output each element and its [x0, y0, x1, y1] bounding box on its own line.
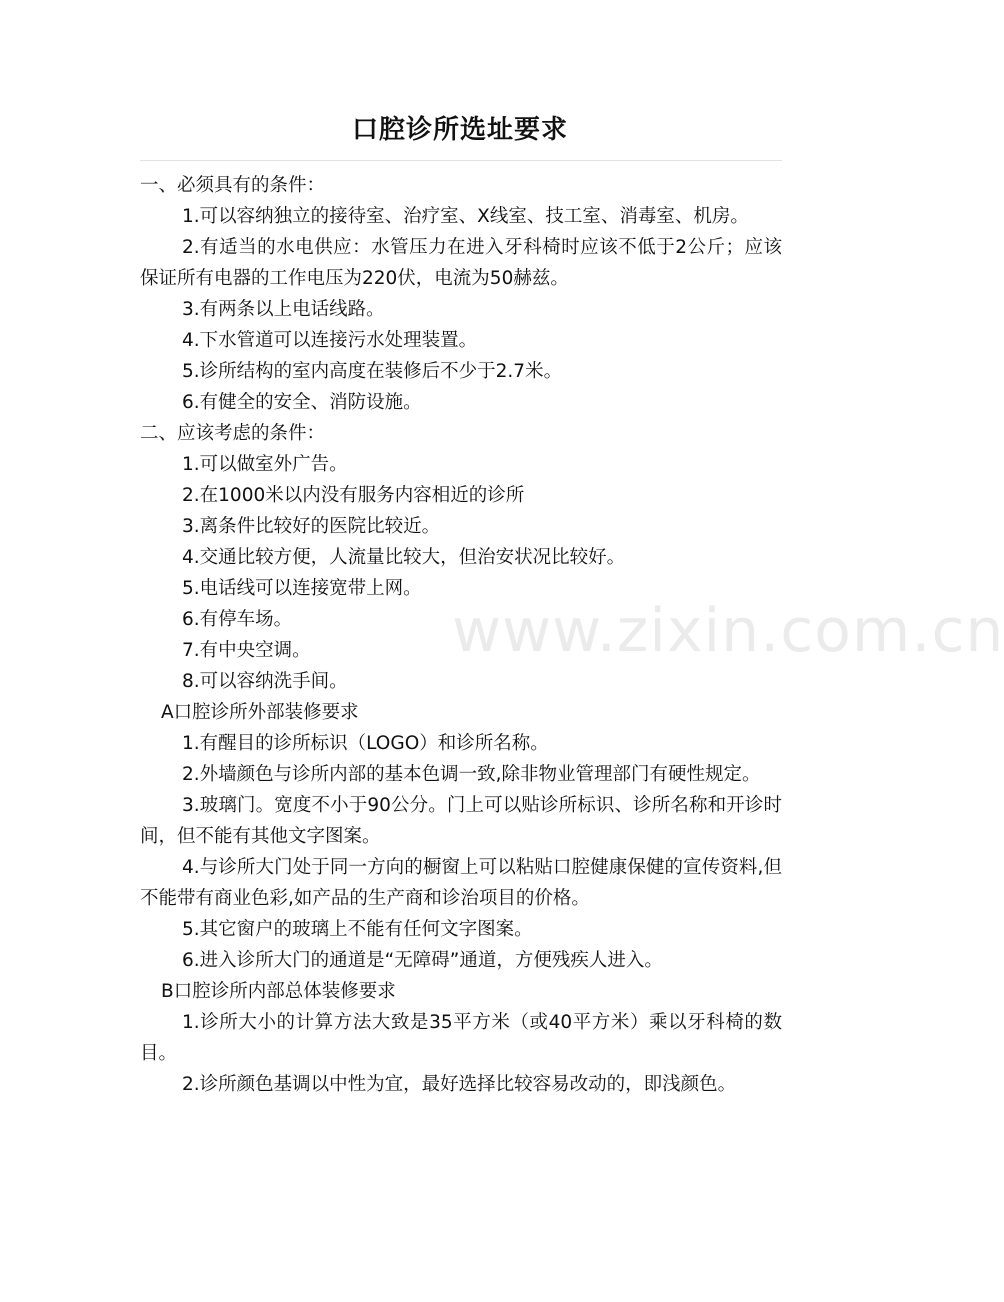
list-item: 1.可以做室外广告。	[182, 454, 348, 475]
document-title: 口腔诊所选址要求	[351, 115, 568, 145]
list-item: 7.有中央空调。	[182, 640, 311, 661]
list-item: 5.电话线可以连接宽带上网。	[182, 578, 422, 599]
list-item: 5.其它窗户的玻璃上不能有任何文字图案。	[182, 919, 533, 940]
list-item: 2.在1000米以内没有服务内容相近的诊所	[182, 485, 525, 506]
list-item: 3.玻璃门。宽度不小于90公分。门上可以贴诊所标识、诊所名称和开诊时间，但不能有其他文字图案。	[140, 795, 782, 847]
watermark-text: www.zixin.com.cn	[452, 596, 1004, 666]
title-divider	[140, 160, 782, 161]
list-item: 6.有停车场。	[182, 609, 293, 630]
document-body	[140, 170, 782, 1100]
list-item: 4.下水管道可以连接污水处理装置。	[182, 330, 478, 351]
list-item: 1.诊所大小的计算方法大致是35平方米（或40平方米）乘以牙科椅的数目。	[140, 1012, 782, 1064]
list-item: 1.可以容纳独立的接待室、治疗室、X线室、技工室、消毒室、机房。	[182, 206, 749, 227]
list-item: 6.进入诊所大门的通道是“无障碍”通道，方便残疾人进入。	[182, 950, 663, 971]
section-heading: B口腔诊所内部总体装修要求	[161, 981, 396, 1002]
list-item: 8.可以容纳洗手间。	[182, 671, 348, 692]
section-heading: A口腔诊所外部装修要求	[161, 702, 359, 723]
list-item: 5.诊所结构的室内高度在装修后不少于2.7米。	[182, 361, 563, 382]
list-item: 2.有适当的水电供应：水管压力在进入牙科椅时应该不低于2公斤；应该保证所有电器的工作电压为220伏，电流为50赫兹。	[140, 237, 782, 289]
list-item: 4.与诊所大门处于同一方向的橱窗上可以粘贴口腔健康保健的宣传资料,但不能带有商业色彩,如产品的生产商和诊治项目的价格。	[140, 857, 782, 909]
list-item: 6.有健全的安全、消防设施。	[182, 392, 422, 413]
section-heading: 二、应该考虑的条件：	[140, 423, 326, 444]
list-item: 2.诊所颜色基调以中性为宜，最好选择比较容易改动的，即浅颜色。	[182, 1074, 737, 1095]
list-item: 4.交通比较方便，人流量比较大，但治安状况比较好。	[182, 547, 626, 568]
list-item: 3.有两条以上电话线路。	[182, 299, 385, 320]
list-item: 2.外墙颜色与诊所内部的基本色调一致,除非物业管理部门有硬性规定。	[182, 764, 761, 785]
list-item: 1.有醒目的诊所标识（LOGO）和诊所名称。	[182, 733, 549, 754]
section-heading: 一、必须具有的条件：	[140, 175, 326, 196]
list-item: 3.离条件比较好的医院比较近。	[182, 516, 441, 537]
